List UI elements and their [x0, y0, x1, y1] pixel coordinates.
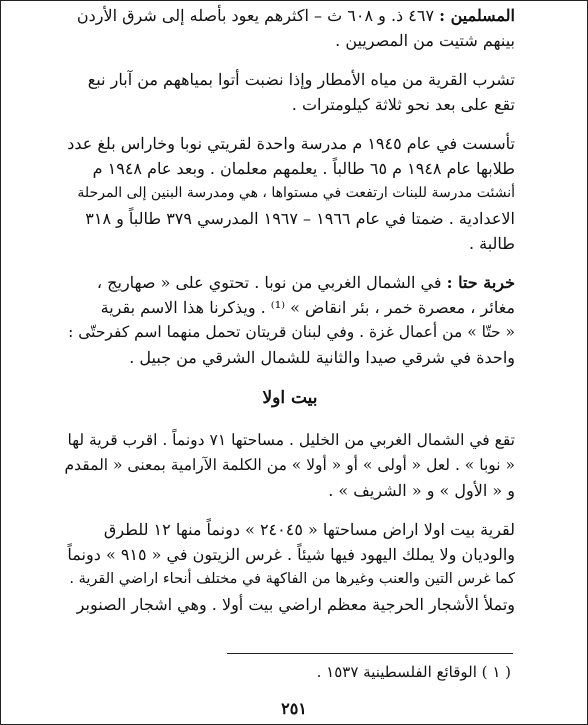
page-number: ٢٥١	[281, 699, 307, 718]
text-line: طالبة .	[468, 234, 515, 253]
text-line	[65, 270, 515, 295]
text-line: لقرية بيت اولا اراض مساحتها « ٢٤٠٤٥ » دونماً منها ١٢ للطرق	[103, 520, 515, 539]
page-body	[65, 3, 515, 631]
text-line: طلابها عام ١٩٤٨ م ٦٥ طالباً . يعلمهم معلمان . وبعد عام ١٩٤٨ م	[92, 159, 515, 178]
text-line: كما غرس التين والعنب وغيرها من الفاكهة في مختلف أنحاء اراضي القرية .	[69, 571, 515, 587]
paragraph-location	[65, 428, 515, 503]
text-line: وتملأ الأشجار الحرجية معظم اراضي بيت أولا . وهي اشجار الصنوبر	[76, 595, 515, 614]
text-line: أنشئت مدرسة للبنات ارتفعت في مستواها ، هي ومدرسة البنين إلى المرحلة	[77, 185, 515, 201]
paragraph-water	[65, 67, 515, 117]
text-line: الاعدادية . ضمتا في عام ١٩٦٦ – ١٩٦٧ المدرسي ٣٧٩ طالباً و ٣١٨	[85, 209, 515, 228]
paragraph-khirbet-hatta	[65, 270, 515, 370]
footnote: ( ١ ) الوقائع الفلسطينية ١٥٣٧ .	[316, 663, 511, 681]
text-line: والوديان ولا يملك اليهود فيها شيئاً . غرس الزيتون في « ٩١٥ » دونماً	[67, 545, 515, 564]
text-line: و « الأول » و « الشريف » .	[328, 481, 515, 500]
text-line: تقع على بعد نحو ثلاثة كيلومترات .	[291, 95, 515, 114]
text-line: تشرب القرية من مياه الأمطار وإذا نضبت أتوا بمياههم من آبار نبع	[87, 70, 515, 89]
paragraph-schools	[65, 131, 515, 256]
text-line: « حتّا » من أعمال غزة . وفي لبنان قريتان تحمل منهما اسم كفرحتّى :	[68, 323, 515, 341]
text-line: واحدة في شرقي صيدا والثانية للشمال الشرقي من جبيل .	[129, 348, 515, 367]
text-line	[65, 3, 515, 28]
paragraph-population	[65, 3, 515, 53]
paragraph-lands	[65, 517, 515, 617]
text-line: تقع في الشمال الغربي من الخليل . مساحتها ٧١ دونماً . اقرب قرية لها	[67, 431, 515, 449]
footnote-divider	[227, 653, 513, 654]
text-line: تأسست في عام ١٩٤٥ م مدرسة واحدة لقريتي نوبا وخاراس بلغ عدد	[67, 134, 515, 153]
text-line: « نوبا » . لعل « أولى » أو « أولا » من الكلمة الآرامية بمعنى « المقدم	[65, 456, 515, 474]
run-in-heading: المسلمين :	[439, 6, 515, 25]
text-line: بينهم شتيت من المصريين .	[335, 31, 515, 50]
run-in-heading: خربة حتا :	[446, 273, 515, 292]
section-heading: بيت اولا	[262, 388, 318, 408]
line-text: ٤٦٧ ذ. و ٦٠٨ ث – اكثرهم يعود بأصله إلى شرق الأردن	[76, 6, 435, 25]
line-text: في الشمال الغربي من نوبا . تحتوي على « صهاريج ،	[96, 273, 442, 292]
text-line: مغائر ، معصرة خمر ، بئر انقاض » ⁽¹⁾ . ويذكرنا هذا الاسم بقرية	[100, 298, 515, 317]
